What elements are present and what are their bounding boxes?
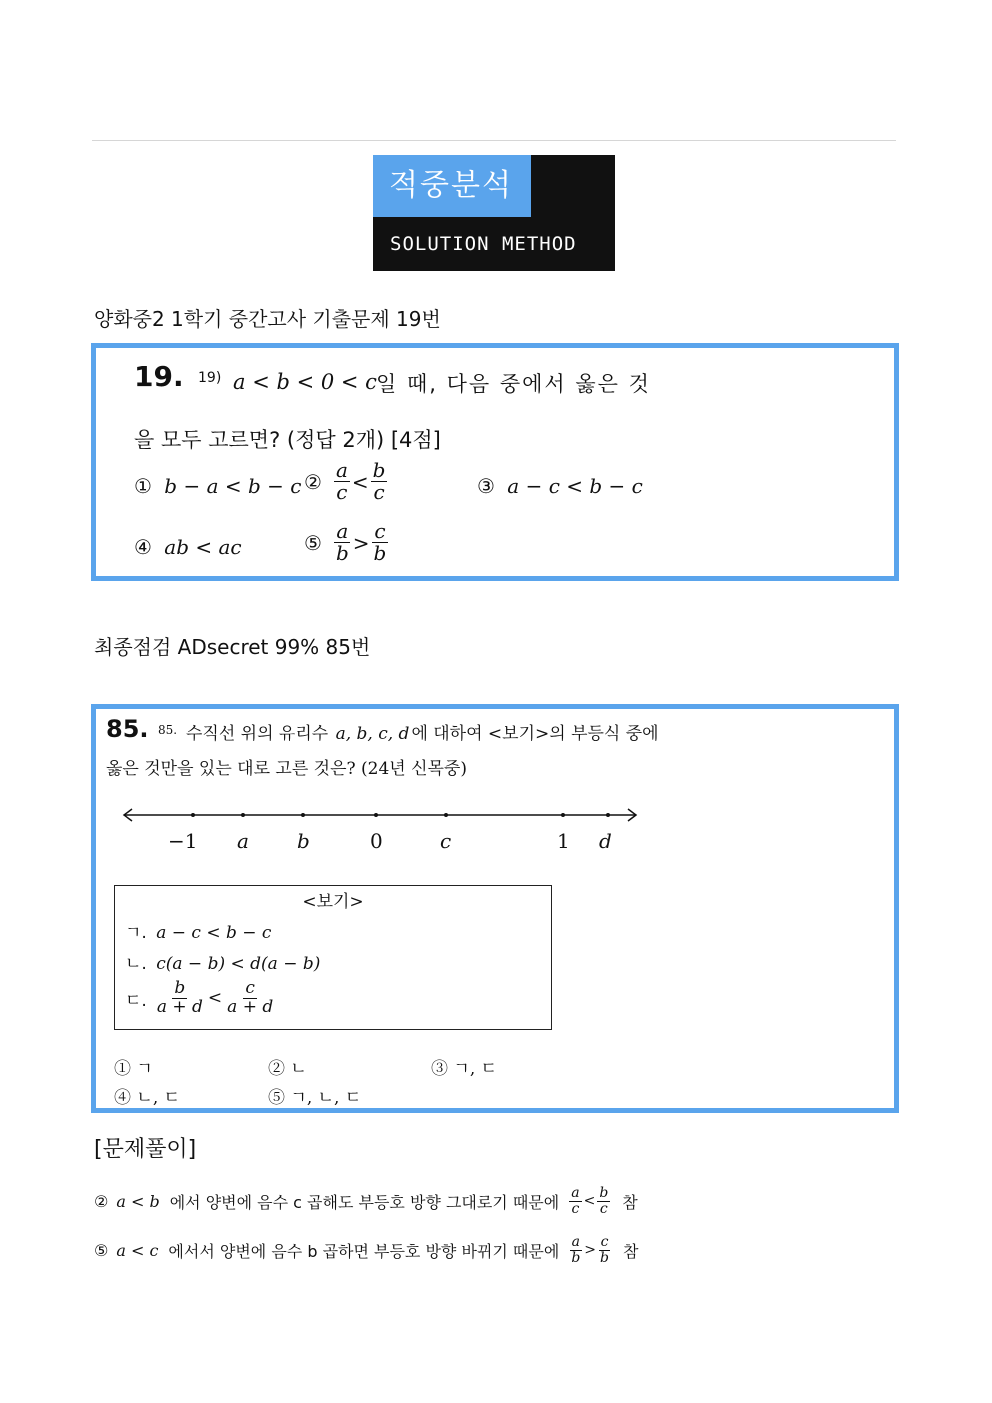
bogi-g-mark: ㄱ. bbox=[125, 923, 147, 943]
frac-num: c bbox=[245, 978, 255, 998]
solution-2-ineq: a < c bbox=[116, 1240, 159, 1260]
nl-label-d: d bbox=[599, 829, 612, 853]
frac-den: b bbox=[335, 541, 349, 565]
bogi-d-op: < bbox=[207, 988, 223, 1009]
problem19-text1: 일 때, 다음 중에서 옳은 것 bbox=[376, 372, 651, 396]
top-divider bbox=[92, 140, 896, 141]
problem85-text1b: 에 대하여 <보기>의 부등식 중에 bbox=[411, 724, 659, 744]
problem19-text2: 을 모두 고르면? (정답 2개) [4점] bbox=[134, 428, 441, 452]
nl-label-minus1: −1 bbox=[168, 829, 198, 853]
bogi-n-mark: ㄴ. bbox=[125, 954, 147, 974]
frac-num: b bbox=[372, 458, 386, 482]
tick-1 bbox=[561, 813, 565, 817]
bogi-n bbox=[125, 949, 320, 974]
choice-3 bbox=[477, 474, 643, 498]
answer-3: ③ ㄱ, ㄷ bbox=[431, 1059, 498, 1079]
solution-heading: [문제풀이] bbox=[94, 1137, 197, 1162]
bogi-n-expr: c(a − b) < d(a − b) bbox=[156, 954, 321, 974]
problem19-box bbox=[91, 343, 899, 581]
frac-num: a bbox=[571, 1234, 580, 1250]
answer-5: ⑤ ㄱ, ㄴ, ㄷ bbox=[268, 1088, 362, 1108]
solution-1-mark: ② bbox=[94, 1191, 109, 1211]
problem85-text1a: 수직선 위의 유리수 bbox=[186, 724, 329, 744]
solution-line-2 bbox=[94, 1235, 638, 1265]
bogi-d bbox=[125, 980, 275, 1017]
frac-den: c bbox=[571, 1200, 580, 1217]
frac-den: b bbox=[571, 1249, 581, 1266]
choice-2-op: < bbox=[351, 469, 369, 494]
choice-3-mark: ③ bbox=[477, 474, 495, 498]
section1-heading: 양화중2 1학기 중간고사 기출문제 19번 bbox=[94, 307, 441, 331]
frac-num: b bbox=[174, 978, 186, 998]
choice-4-expr: ab < ac bbox=[164, 535, 242, 559]
frac-num: a bbox=[571, 1185, 580, 1201]
frac-den: b bbox=[600, 1249, 609, 1266]
bogi-d-mark: ㄷ. bbox=[125, 990, 147, 1011]
choice-3-expr: a − c < b − c bbox=[507, 474, 643, 498]
nl-label-1: 1 bbox=[557, 829, 570, 853]
answer-4: ④ ㄴ, ㄷ bbox=[114, 1088, 181, 1108]
tick-minus1 bbox=[191, 813, 195, 817]
nl-label-a: a bbox=[237, 829, 249, 853]
solution-2-mark: ⑤ bbox=[94, 1240, 109, 1260]
frac-den: c bbox=[336, 480, 348, 504]
problem19-condition: a < b < 0 < c bbox=[233, 370, 377, 394]
choice-1 bbox=[134, 474, 301, 498]
solution-2-end: 참 bbox=[622, 1241, 639, 1261]
problem19-subnumber: 19) bbox=[198, 370, 222, 386]
choice-5-op: > bbox=[352, 530, 370, 555]
tick-c bbox=[444, 813, 448, 817]
choice-4 bbox=[134, 535, 242, 559]
nl-label-b: b bbox=[297, 829, 310, 853]
tick-b bbox=[301, 813, 305, 817]
frac-den: a + d bbox=[227, 996, 274, 1017]
problem85-subnumber: 85. bbox=[158, 723, 178, 737]
nl-label-0: 0 bbox=[370, 829, 383, 853]
solution-2-text: 에서서 양변에 음수 b 곱하면 부등호 방향 바뀌기 때문에 bbox=[168, 1241, 560, 1261]
problem19-number: 19. bbox=[134, 360, 184, 393]
problem85-vars: a, b, c, d bbox=[335, 724, 410, 744]
solution-1-end: 참 bbox=[622, 1192, 638, 1212]
tick-0 bbox=[374, 813, 378, 817]
badge-title: 적중분석 bbox=[373, 155, 531, 217]
frac-den: b bbox=[373, 541, 387, 565]
problem85-line1 bbox=[186, 719, 659, 744]
answer-1: ① ㄱ bbox=[114, 1059, 153, 1079]
badge-subtitle: SOLUTION METHOD bbox=[390, 233, 577, 255]
frac-den: c bbox=[373, 480, 385, 504]
bogi-title: <보기> bbox=[302, 892, 364, 912]
solution-2-op: > bbox=[584, 1242, 597, 1259]
solution-line-1 bbox=[94, 1186, 638, 1216]
section2-heading: 최종점검 ADsecret 99% 85번 bbox=[94, 635, 371, 659]
frac-num: a bbox=[336, 519, 349, 543]
choice-2-mark: ② bbox=[304, 469, 322, 494]
frac-num: b bbox=[599, 1185, 609, 1201]
bogi-g-expr: a − c < b − c bbox=[156, 923, 272, 943]
analysis-badge bbox=[373, 155, 615, 271]
solution-1-ineq: a < b bbox=[116, 1191, 160, 1211]
tick-a bbox=[241, 813, 245, 817]
bogi-box bbox=[114, 885, 552, 1030]
solution-1-op: < bbox=[583, 1193, 596, 1210]
frac-den: a + d bbox=[156, 996, 203, 1017]
frac-num: a bbox=[335, 458, 348, 482]
frac-num: c bbox=[374, 519, 386, 543]
frac-num: c bbox=[600, 1234, 609, 1250]
frac-den: c bbox=[599, 1200, 608, 1217]
choice-1-expr: b − a < b − c bbox=[164, 474, 302, 498]
problem85-number: 85. bbox=[106, 715, 149, 743]
solution-1-text: 에서 양변에 음수 c 곱해도 부등호 방향 그대로기 때문에 bbox=[169, 1192, 560, 1212]
choice-1-mark: ① bbox=[134, 474, 152, 498]
answer-2: ② ㄴ bbox=[268, 1059, 307, 1079]
problem85-text2: 옳은 것만을 있는 대로 고른 것은? (24년 신목중) bbox=[106, 759, 468, 779]
tick-d bbox=[606, 813, 610, 817]
nl-label-c: c bbox=[440, 829, 452, 853]
bogi-g bbox=[125, 918, 271, 943]
choice-2 bbox=[304, 460, 387, 503]
choice-5-mark: ⑤ bbox=[304, 530, 322, 555]
choice-5 bbox=[304, 521, 388, 564]
choice-4-mark: ④ bbox=[134, 535, 152, 559]
